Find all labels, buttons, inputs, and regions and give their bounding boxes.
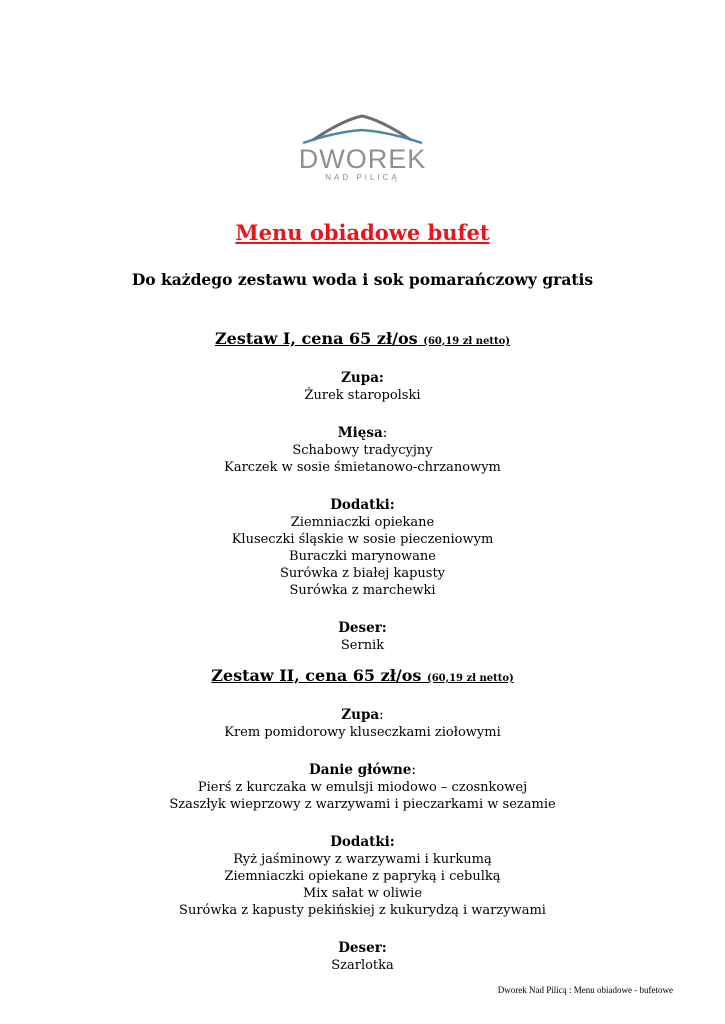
page-title: Menu obiadowe bufet [235,220,490,245]
section-label: Zupa: [341,707,384,723]
section-label: Dodatki: [330,834,395,850]
menu-set-1 [0,328,725,654]
set-title: Zestaw I, cena 65 zł/os [214,329,418,348]
section-dessert [0,940,725,974]
section-meat [0,425,725,476]
logo-subtitle: NAD PILICĄ [325,173,400,182]
section-label: Danie główne: [309,762,416,778]
list-item: Ziemniaczki opiekane [290,515,435,530]
list-item: Surówka z kapusty pekińskiej z kukurydzą i warzywami [179,903,546,918]
menu-set-2 [0,665,725,974]
list-item: Pierś z kurczaka w emulsji miodowo – czosnkowej [197,780,528,795]
section-sides [0,497,725,599]
set-heading [0,328,725,353]
list-item: Surówka z białej kapusty [279,566,446,581]
list-item: Szarlotka [331,958,394,973]
set-net-price: (60,19 zł netto) [426,673,514,684]
list-item: Krem pomidorowy kluseczkami ziołowymi [224,725,501,740]
page-subtitle: Do każdego zestawu woda i sok pomarańczowy gratis [131,270,594,289]
section-label: Deser: [338,940,387,956]
page-footer: Dworek Nad Pilicą : Menu obiadowe - bufetowe [497,985,673,995]
list-item: Mix sałat w oliwie [302,886,423,901]
list-item: Szaszłyk wieprzowy z warzywami i pieczarkami w sezamie [169,797,556,812]
logo-name: DWOREK [298,144,427,174]
list-item: Schabowy tradycyjny [292,443,433,458]
section-main-course [0,762,725,813]
section-dessert [0,620,725,654]
section-soup [0,370,725,404]
set-heading [0,665,725,690]
list-item: Ziemniaczki opiekane z papryką i cebulką [224,869,501,884]
section-label: Mięsa: [337,425,388,441]
set-title: Zestaw II, cena 65 zł/os [211,666,422,685]
list-item: Karczek w sosie śmietanowo-chrzanowym [224,460,501,475]
list-item: Buraczki marynowane [289,549,436,564]
section-label: Dodatki: [330,497,395,513]
list-item: Sernik [340,638,385,653]
section-sides [0,834,725,919]
list-item: Kluseczki śląskie w sosie pieczeniowym [231,532,494,547]
logo [295,110,430,185]
set-net-price: (60,19 zł netto) [423,336,511,347]
section-soup [0,707,725,741]
section-label: Zupa: [341,370,384,386]
list-item: Ryż jaśminowy z warzywami i kurkumą [233,852,492,867]
list-item: Surówka z marchewki [289,583,436,598]
list-item: Żurek staropolski [304,388,421,403]
section-label: Deser: [338,620,387,636]
